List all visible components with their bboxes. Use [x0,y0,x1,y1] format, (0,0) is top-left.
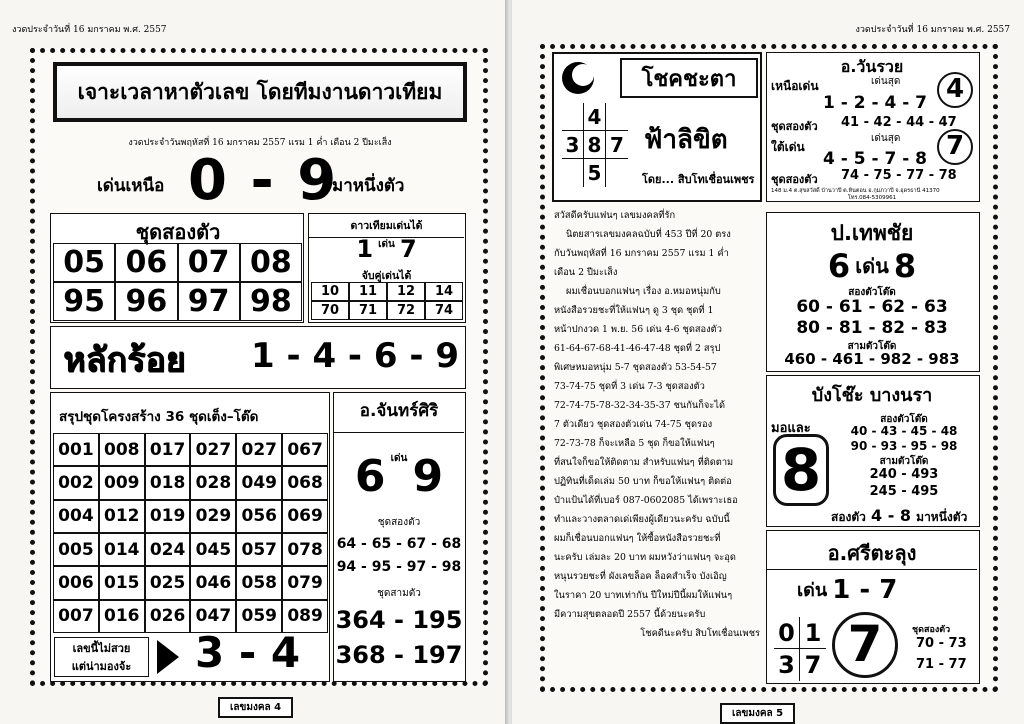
bangcho-box [766,375,980,527]
pair-cell: 95 [53,282,115,321]
letter-line: ผมเชื่อนบอกแฟนๆ เรื่อง อ.หมอหนุ่มกับ [566,286,721,297]
sritalung-divider [767,569,977,570]
winruay-title: อ.วันรวย [840,57,904,76]
letter-line: ผมก็เชื่อนบอกแฟนๆ ให้ซื้อหนังสือรวยชะที่ [554,533,721,544]
fali-title: ฟ้าลิขิต [644,125,728,155]
magic-cell [562,159,584,187]
summary-cell: 002 [53,466,99,499]
brand-title: โชคชะตา [620,58,758,98]
pick-title: จับคู่เด่นได้ [361,270,412,282]
bangcho-big-digit: 8 [773,434,829,506]
summary-cell: 058 [236,566,282,599]
satellite-title: ดาวเทียมเด่นได้ [309,217,464,238]
letter-line: หนุนรวยชะที่ ผังเลขล็อค ล็อคสำเร็จ บังเอิญ [554,571,727,582]
bangcho-bottom-c: มาหนึ่งตัว [916,510,968,524]
summary-cell: 046 [190,566,236,599]
north-label: เหนือเด่น [771,79,819,93]
bangcho-two-2: 90 - 93 - 95 - 98 [850,439,958,453]
summary-cell: 024 [145,533,191,566]
banner-title: เจาะเวลาหาตัวเลข โดยทีมงานดาวเทียม [77,78,443,104]
note-line-1: เลขนี้ไม่สวย [72,642,131,655]
north-digit: 4 [937,72,973,108]
pairs-grid [53,243,302,321]
pair-cell: 06 [115,243,177,282]
letter-line: ทำและวางตลาดเด่เพียงผู้เดียวนะครับ ฉบับนี้ [554,514,730,525]
south-label: ใต้เด่น [771,140,805,154]
hundreds-box [50,326,466,389]
bangcho-three-label: สามตัวโต๊ด [879,456,929,467]
ajan-three-1: 364 - 195 [335,606,463,634]
summary-cell: 069 [282,500,328,533]
summary-cell: 018 [145,466,191,499]
thepchai-num-b: 8 [893,247,917,285]
satellite-mid: เด่น [378,239,395,250]
ajan-mid: เด่น [390,453,408,464]
page-folio: เลขมงคล 4 [218,697,293,718]
north-top-label: เด่นสุด [871,76,901,87]
ajan-two-label: ชุดสองตัว [377,517,421,528]
note-line-2: แต่น่ามองจ้ะ [71,660,132,673]
pick-cell: 72 [387,301,425,320]
hundreds-numbers: 1 - 4 - 6 - 9 [251,336,459,376]
summary-cell: 057 [236,533,282,566]
letter-line: 61-64-67-68-41-46-47-48 ชุดที่ 2 สรุป [554,343,721,354]
ajan-two-1: 64 - 65 - 67 - 68 [336,536,462,552]
letter-line: 72-73-78 ก็จะเหลือ 5 ชุด ก็ขอให้แฟนๆ [554,438,715,449]
bangcho-bottom-a: สองตัว [831,510,866,524]
summary-cell: 089 [282,600,328,633]
letter-column [554,206,766,684]
letter-line: มีความสุขตลอดปี 2557 นี้ด้วยนะครับ [554,609,706,620]
bangcho-title: บังโช๊ะ บางนรา [811,385,933,406]
summary-cell: 078 [282,533,328,566]
pair-cell: 96 [115,282,177,321]
winruay-box [766,52,980,202]
sritalung-title: อ.ศรีตะลุง [827,541,917,565]
satellite-numbers [309,235,464,263]
sri-grid-cell: 1 [800,617,826,649]
letter-line: ในราคา 20 บาทเท่ากัน ปีใหม่ปีนี้ผมให้แฟนๆ [554,590,733,601]
pick-cell: 11 [349,282,387,301]
letter-line: เดือน 2 ปีมะเส็ง [554,267,618,278]
pick-cell: 10 [311,282,349,301]
final-number: 3 - 4 [195,628,301,677]
summary-cell: 005 [53,533,99,566]
letter-line: ป๋าแป้นได้ที่เบอร์ 087-0602085 ได้เพราะเธอ [554,495,738,506]
summary-cell: 068 [282,466,328,499]
summary-cell: 017 [145,433,191,466]
summary-cell: 026 [145,600,191,633]
north-numbers: 1 - 2 - 4 - 7 [823,93,927,113]
pick-cell: 74 [425,301,463,320]
letter-line: นิตยสารเลขมงคลฉบับที่ 453 ปีที่ 20 ตรง [566,229,731,240]
letter-line: หน้าปกงวด 1 พ.ย. 56 เด่น 4-6 ชุดสองตัว [554,324,722,335]
ajan-box [333,392,466,682]
arrow-right-icon [157,640,179,674]
thepchai-box [766,212,980,372]
south-set: 74 - 75 - 77 - 78 [841,168,957,183]
phone-line: โทร.084-5309961 [847,195,897,201]
pick-cell: 70 [311,301,349,320]
summary-cell: 027 [190,433,236,466]
magic-cell: 7 [606,131,628,159]
lead-right-label: มาหนึ่งตัว [332,176,405,196]
letter-line: พิเศษหมอหนุ่ม 5-7 ชุดสองตัว 53-54-57 [554,362,717,373]
pick-grid [311,282,463,320]
summary-cell: 047 [190,600,236,633]
pick-cell: 71 [349,301,387,320]
magic-cell: 3 [562,131,584,159]
summary-cell: 049 [236,466,282,499]
summary-cell: 029 [190,500,236,533]
draw-date-line: งวดประจำวันพฤหัสที่ 16 มกราคม 2557 แรม 1 ค่ำ เดือน 2 ปีมะเส็ง [128,138,392,148]
bangcho-three-2: 245 - 495 [869,484,939,499]
bangcho-two-label: สองตัวโต๊ด [880,414,928,425]
letter-line: ปฏิทินที่เด็ดเล่ม 50 บาท ก็ขอให้แฟนๆ ติดต่อ [554,476,732,487]
summary-cell: 016 [99,600,145,633]
sritalung-big-digit: 7 [832,612,898,678]
pair-cell: 05 [53,243,115,282]
sritalung-lead [797,575,897,605]
ajan-two-2: 94 - 95 - 97 - 98 [336,559,462,575]
thepchai-three-label: สามตัวโต๊ด [847,341,897,352]
summary-cell: 025 [145,566,191,599]
summary-cell: 019 [145,500,191,533]
bangcho-bottom [831,506,967,527]
magic-cell [606,159,628,187]
note-box [54,637,149,677]
summary-cell: 045 [190,533,236,566]
south-top-label: เด่นสุด [871,133,901,144]
lead-left-label: เด่นเหนือ [97,176,165,196]
byline: โดย... สิบโทเชื่อนเพชร [642,173,755,186]
letter-line: นะครับ เล่มละ 20 บาท ผมหวังว่าแฟนๆ จะอุด [554,552,736,563]
pair-cell: 07 [178,243,240,282]
magic-cell [562,103,584,131]
page-folio: เลขมงคล 5 [720,703,795,724]
satellite-num-b: 7 [399,235,417,263]
thepchai-three: 460 - 461 - 982 - 983 [784,350,960,368]
letter-line: โชคดีนะครับ สิบโทเชื่อนเพชร [640,628,760,639]
north-set: 41 - 42 - 44 - 47 [841,115,957,130]
summary-cell: 009 [99,466,145,499]
thepchai-num-a: 6 [827,247,851,285]
summary-cell: 015 [99,566,145,599]
letter-line: สวัสดีครับแฟนๆ เลขมงคลที่รัก [554,210,676,221]
sritalung-grid [774,617,826,681]
summary-cell: 004 [53,500,99,533]
magic-cell [606,103,628,131]
sri-grid-cell: 7 [804,651,822,679]
letter-line: 72-74-75-78-32-34-35-37 ชนกันก็จะได้ [554,400,726,411]
summary-cell: 012 [99,500,145,533]
thepchai-two-label: สองตัวโต๊ด [848,287,896,298]
letter-line: ที่สนใจก็ขอให้ติดตาม สำหรับแฟนๆ ที่ติดตาม [554,457,734,468]
summary-cell: 059 [236,600,282,633]
summary-cell: 028 [190,466,236,499]
summary-grid [53,433,328,633]
north-set-label: ชุดสองตัว [771,120,818,133]
ajan-title: อ.จันทร์ศิริ [334,397,464,433]
thepchai-two-2: 80 - 81 - 82 - 83 [796,318,948,338]
letter-line: กับวันพฤหัสที่ 16 มกราคม 2557 แรม 1 ค่ำ [554,248,729,259]
thepchai-mid: เด่น [855,254,889,278]
sritalung-lead-nums: 1 - 7 [832,575,898,605]
page-header: งวดประจำวันที่ 16 มกราคม พ.ศ. 2557 [12,25,167,35]
pair-cell: 97 [178,282,240,321]
hundreds-label: หลักร้อย [63,340,186,380]
headline-banner [53,62,467,122]
summary-cell: 008 [99,433,145,466]
sri-grid-cell: 0 [774,617,800,649]
ajan-three-label: ชุดสามตัว [377,588,421,599]
crescent-logo-icon [560,60,596,96]
pick-cell: 12 [387,282,425,301]
summary-cell: 007 [53,600,99,633]
bangcho-two-1: 40 - 43 - 45 - 48 [850,424,958,438]
magic-cell: 4 [584,103,606,131]
pairs-title: ชุดสองตัว [135,220,221,244]
sritalung-b: 71 - 77 [916,657,967,672]
page-header: งวดประจำวันที่ 16 มกราคม พ.ศ. 2557 [855,25,1010,35]
letter-line: 7 ตัวเดียว ชุดสองตัวเด่น 74-75 ชุดรอง [554,419,713,430]
summary-cell: 014 [99,533,145,566]
magic-grid [562,103,628,187]
bangcho-mor: มอและ [771,421,811,436]
ajan-lead [334,451,464,502]
letter-line: หนังสือรวยชะที่ให้แฟนๆ ดู 3 ชุด ชุดที่ 1 [554,305,714,316]
sritalung-lead-label: เด่น [797,580,828,601]
summary-cell: 056 [236,500,282,533]
thepchai-lead [767,247,977,285]
letter-line: 73-74-75 ชุดที่ 3 เด่น 7-3 ชุดสองตัว [554,381,705,392]
magic-cell: 8 [584,131,606,159]
south-set-label: ชุดสองตัว [771,173,818,186]
bangcho-three-1: 240 - 493 [869,467,939,482]
right-page [512,0,1024,724]
pick-cell: 14 [425,282,463,301]
bangcho-bottom-b: 4 - 8 [871,506,912,525]
sritalung-label: ชุดสองตัว [912,625,951,635]
pair-cell: 98 [240,282,302,321]
summary-cell: 079 [282,566,328,599]
sri-grid-cell: 3 [774,649,800,681]
summary-cell: 001 [53,433,99,466]
summary-cell: 006 [53,566,99,599]
address-line: 148 ม.4 ต.สุขสวัสดิ์ บ้านวาปี ต.หินตอน อ.กุมภวาปี จ.อุดรธานี 41370 [771,188,940,194]
south-digit: 7 [937,129,973,165]
satellite-num-a: 1 [356,235,374,263]
summary-title: สรุปชุดโครงสร้าง 36 ชุดเต็ง–โต๊ด [59,409,259,425]
summary-cell: 027 [236,433,282,466]
left-page [0,0,508,724]
thepchai-title: ป.เทพชัย [830,221,914,245]
ajan-three-2: 368 - 197 [335,641,463,669]
ajan-num-b: 9 [412,451,444,502]
lead-number: 0 - 9 [188,148,339,213]
magic-cell: 5 [584,159,606,187]
sritalung-a: 70 - 73 [916,636,967,651]
summary-cell: 067 [282,433,328,466]
ajan-num-a: 6 [354,451,386,502]
south-numbers: 4 - 5 - 7 - 8 [823,149,927,169]
thepchai-two-1: 60 - 61 - 62 - 63 [796,297,948,317]
pair-cell: 08 [240,243,302,282]
